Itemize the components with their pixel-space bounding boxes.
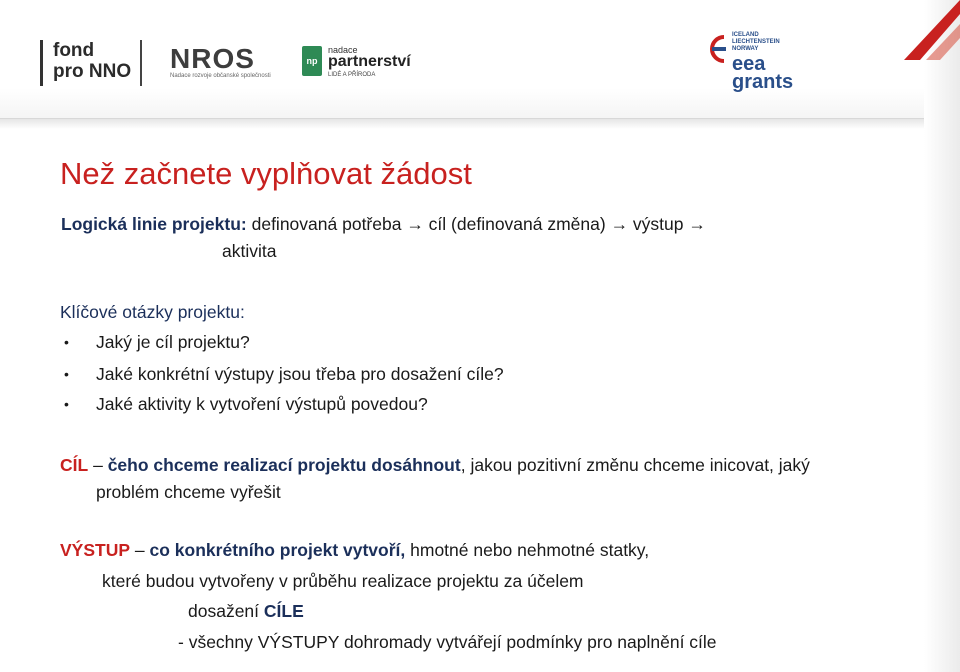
fond-logo-line2: pro NNO <box>53 61 132 82</box>
page-edge-shadow <box>924 0 960 672</box>
output-bold-text: co konkrétního projekt vytvoří, <box>149 540 406 560</box>
eea-grants-countries: ICELAND LIECHTENSTEIN NORWAY <box>732 32 780 52</box>
logic-line <box>61 214 706 235</box>
logic-label: Logická linie projektu: <box>61 214 247 234</box>
goal-bold-text: čeho chceme realizací projektu dosáhnout <box>107 455 461 475</box>
bullet-icon: • <box>64 396 69 412</box>
questions-heading-text: Klíčové otázky projektu <box>60 302 240 322</box>
page-title: Než začnete vyplňovat žádost <box>60 156 472 191</box>
output-goal-ref: CÍLE <box>263 601 304 621</box>
output-definition-line3: dosažení CÍLE <box>188 601 304 621</box>
question-item: Jaký je cíl projektu? <box>96 332 250 352</box>
logo-divider <box>140 40 142 86</box>
bullet-icon: • <box>64 334 69 350</box>
logic-chain: definovaná potřeba → cíl (definovaná změna) → výstup → <box>251 214 706 234</box>
header-divider <box>0 118 930 129</box>
goal-definition-continued: problém chceme vyřešit <box>96 482 281 502</box>
nadace-partnerstvi-mark: np <box>302 46 322 76</box>
nadace-partnerstvi-tagline: LIDÉ A PŘÍRODA <box>328 72 376 78</box>
nadace-partnerstvi-small: nadace <box>328 45 358 55</box>
output-label: VÝSTUP <box>60 540 131 560</box>
header-band <box>0 0 960 126</box>
corner-ribbon <box>890 0 960 60</box>
logic-line-continued: aktivita <box>222 241 277 261</box>
output-definition: VÝSTUP – co konkrétního projekt vytvoří, hmotné nebo nehmotné statky, <box>60 540 650 560</box>
output-summary: - všechny VÝSTUPY dohromady vytvářejí podmínky pro naplnění cíle <box>178 632 717 652</box>
question-item: Jaké konkrétní výstupy jsou třeba pro dosažení cíle? <box>96 364 504 384</box>
goal-label: CÍL <box>60 455 89 475</box>
output-definition-line2: které budou vytvořeny v průběhu realizace projektu za účelem <box>102 571 584 591</box>
question-item: Jaké aktivity k vytvoření výstupů povedou? <box>96 394 428 414</box>
fond-pro-nno-logo <box>40 40 131 86</box>
eea-grants-wordmark: eea grants <box>732 53 794 93</box>
goal-definition: CÍL – čeho chceme realizací projektu dosáhnout, jakou pozitivní změnu chceme inicovat, jaký <box>60 455 810 475</box>
nros-logo: NROS <box>170 43 255 74</box>
nadace-partnerstvi-name: partnerství <box>328 53 411 70</box>
questions-heading: Klíčové otázky projektu: <box>60 302 245 322</box>
bullet-icon: • <box>64 366 69 382</box>
fond-logo-line1: fond <box>53 40 95 61</box>
eea-grants-flag-icon <box>706 34 728 64</box>
nros-logo-subtitle: Nadace rozvoje občanské společnosti <box>170 73 271 79</box>
